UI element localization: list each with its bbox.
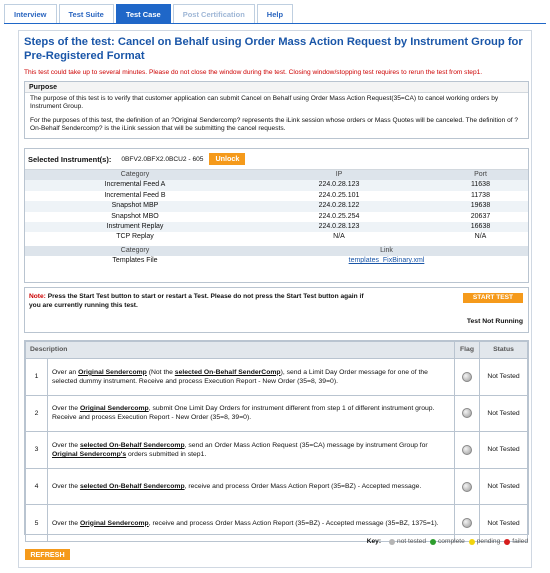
status-key (367, 538, 528, 545)
step-emphasis: Original Sendercomp's (52, 450, 127, 458)
step-text: Over an (52, 368, 79, 376)
tab-test-case[interactable]: Test Case (116, 4, 171, 23)
flag-not-tested-icon (462, 408, 472, 418)
flag-not-tested-icon (462, 482, 472, 492)
selected-instrument-label: Selected Instrument(s): (28, 154, 112, 164)
step-emphasis: Original Sendercomp (79, 519, 149, 527)
feed-ip: 224.0.25.101 (318, 191, 360, 199)
note-label: Note: (29, 293, 46, 300)
flag-not-tested-icon (462, 445, 472, 455)
key-complete: complete (438, 538, 465, 545)
step-number: 1 (26, 359, 48, 396)
not-tested-dot-icon (389, 539, 395, 545)
step-status: Not Tested (480, 359, 528, 396)
feed-category: Snapshot MBP (25, 201, 245, 211)
step-number: 4 (26, 468, 48, 505)
tab-post-certification: Post Certification (173, 4, 255, 23)
table-row (26, 505, 528, 542)
feed-category: Incremental Feed B (104, 191, 166, 199)
table-row (26, 359, 528, 396)
step-flag (455, 432, 480, 469)
purpose-header: Purpose (25, 82, 528, 93)
step-number: 2 (26, 395, 48, 432)
purpose-panel (24, 81, 529, 139)
step-text: , send an Order Mass Action Request (35=CA) message by instrument Group for (184, 441, 428, 449)
step-flag (455, 359, 480, 396)
step-emphasis: selected On-Behalf Sendercomp (79, 483, 185, 491)
feed-port: 11738 (471, 191, 490, 199)
key-label: Key: (366, 538, 382, 545)
templates-header-category: Category (25, 246, 245, 256)
feed-port: 16638 (433, 222, 528, 232)
step-description (48, 432, 455, 469)
step-status: Not Tested (480, 432, 528, 469)
steps-panel (24, 340, 529, 535)
selected-instrument-value: 0BFV2.0BFX2.0BCU2 - 605 (121, 155, 204, 163)
steps-header-status: Status (480, 342, 528, 359)
feeds-header-port: Port (433, 170, 528, 180)
instrument-panel (24, 148, 529, 283)
table-row (25, 232, 528, 242)
step-text: Over the (52, 519, 80, 527)
feeds-header-category: Category (25, 170, 245, 180)
templates-cell (245, 256, 528, 266)
step-text: Over the (52, 441, 80, 449)
start-note (29, 293, 369, 310)
step-description (48, 395, 455, 432)
feed-port: 19638 (433, 201, 528, 211)
selected-instrument-row (25, 149, 528, 170)
refresh-button[interactable]: REFRESH (25, 549, 70, 560)
step-flag (455, 468, 480, 505)
step-description (48, 505, 455, 542)
key-not-tested: not tested (397, 538, 426, 545)
step-number: 3 (26, 432, 48, 469)
step-flag (455, 505, 480, 542)
steps-table (25, 341, 528, 542)
step-status: Not Tested (480, 395, 528, 432)
step-text: Over the (52, 483, 80, 491)
purpose-text-2: For the purposes of this test, the definition of an ?Original Sendercomp? represents the iLink session whose orders or Mass Quotes will be canceled. The definition of ?On-Behalf Sendercomp? is the iLink session that will be submitting the cancel requests. (30, 116, 519, 132)
test-status: Test Not Running (466, 318, 523, 325)
feed-category: TCP Replay (116, 233, 154, 241)
step-emphasis: Original Sendercomp (79, 405, 149, 413)
feed-category: Snapshot MBO (111, 212, 159, 220)
key-failed: failed (512, 538, 528, 545)
start-test-button[interactable]: START TEST (463, 293, 523, 303)
feeds-table (25, 170, 528, 246)
table-row (25, 201, 528, 211)
unlock-button[interactable]: Unlock (209, 153, 245, 165)
step-status: Not Tested (480, 468, 528, 505)
steps-header-flag: Flag (455, 342, 480, 359)
steps-header-description: Description (26, 342, 455, 359)
step-description (48, 468, 455, 505)
step-text: Over the (52, 405, 80, 413)
step-emphasis: selected On-Behalf SenderComp (174, 368, 281, 376)
table-row (25, 222, 528, 232)
step-text: , submit One Limit Day Orders for instrument different from step 1 of different instrument group. Receive and process Execution Report - New Order (35=8, 39=0). (52, 405, 435, 422)
step-text: ), send a Limit Day Order message for one of the selected dummy instrument. Receive and process Execution Report - New Order (35=8, 39=0). (52, 368, 428, 385)
feed-ip: 224.0.25.254 (318, 212, 360, 220)
failed-dot-icon (504, 539, 510, 545)
templates-table (25, 246, 528, 267)
tab-underline (4, 23, 546, 24)
feeds-header-ip: IP (245, 170, 433, 180)
step-flag (455, 395, 480, 432)
page-title: Steps of the test: Cancel on Behalf using Order Mass Action Request by Instrument Group for Pre-Registered Format (24, 36, 523, 62)
step-text: (Not the (146, 368, 175, 376)
tab-interview[interactable]: Interview (4, 4, 57, 23)
pending-dot-icon (469, 539, 475, 545)
table-row (25, 212, 528, 222)
step-description (48, 359, 455, 396)
tab-test-suite[interactable]: Test Suite (59, 4, 114, 23)
table-row (25, 256, 528, 266)
table-row (25, 191, 528, 201)
step-text: , receive and process Order Mass Action Report (35=BZ) - Accepted message (35=BZ, 1375=1). (148, 519, 439, 527)
flag-not-tested-icon (462, 372, 472, 382)
step-emphasis: Original Sendercomp (78, 368, 147, 376)
table-row (25, 180, 528, 190)
templates-file-link[interactable]: templates_FixBinary.xml (348, 257, 425, 265)
step-number: 5 (26, 505, 48, 542)
key-pending: pending (476, 538, 501, 545)
table-row (26, 468, 528, 505)
feed-ip: N/A (333, 233, 345, 241)
feed-port: N/A (474, 233, 487, 241)
feed-category: Incremental Feed A (25, 180, 245, 190)
purpose-text-1: The purpose of this test is to verify that customer application can submit Cancel on Behalf using Order Mass Action Request(35=CA) to cancel working orders by Instrument Group. (30, 95, 499, 111)
flag-not-tested-icon (462, 518, 472, 528)
note-text: Press the Start Test button to start or restart a Test. Please do not press the Start Test button again if you are currently running this test. (29, 293, 364, 309)
templates-category: Templates File (112, 257, 158, 265)
start-test-panel (24, 287, 529, 333)
feed-ip: 224.0.28.123 (245, 222, 433, 232)
step-emphasis: selected On-Behalf Sendercomp (79, 441, 185, 449)
feed-port: 11638 (433, 180, 528, 190)
step-text: , receive and process Order Mass Action Report (35=BZ) - Accepted message. (184, 483, 422, 491)
step-status: Not Tested (480, 505, 528, 542)
feed-port: 20637 (470, 212, 491, 220)
feed-category: Instrument Replay (25, 222, 245, 232)
feed-ip: 224.0.28.122 (245, 201, 433, 211)
step-text: orders submitted in step1. (126, 450, 207, 458)
feed-ip: 224.0.28.123 (245, 180, 433, 190)
tab-help[interactable]: Help (257, 4, 293, 23)
warning-message: This test could take up to several minutes. Please do not close the window during the test. Closing window/stopping test requires to rerun the test from step1. (24, 69, 483, 76)
table-row (26, 395, 528, 432)
tab-bar (4, 4, 295, 24)
complete-dot-icon (430, 539, 436, 545)
table-row (26, 432, 528, 469)
templates-header-link: Link (245, 246, 528, 256)
